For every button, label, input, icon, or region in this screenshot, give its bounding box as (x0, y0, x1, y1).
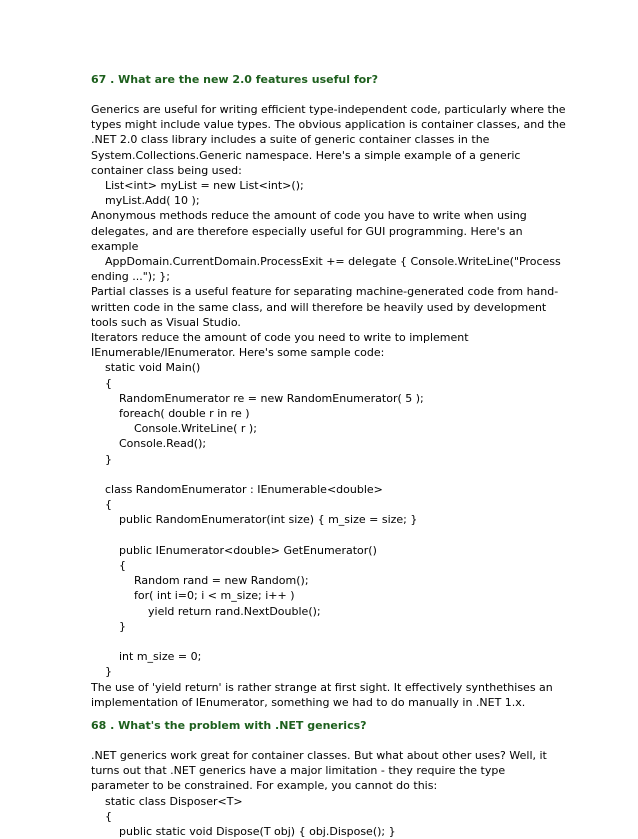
code-line: List<int> myList = new List<int>(); (105, 179, 304, 193)
code-line: foreach( double r in re ) (119, 407, 250, 421)
code-line: } (119, 619, 126, 633)
code-line: public IEnumerator<double> GetEnumerator() (119, 543, 377, 557)
blank-line (91, 467, 561, 482)
code-line: static void Main() (105, 361, 201, 375)
code-line: AppDomain.CurrentDomain.ProcessExit += delegate { Console.WriteLine("Process (105, 255, 561, 269)
blank-line (91, 634, 561, 649)
text-line: example (91, 239, 139, 253)
code-line: class RandomEnumerator : IEnumerable<double> (105, 483, 383, 497)
text-line: tools such as Visual Studio. (91, 315, 241, 329)
code-line: { (105, 498, 112, 512)
text-line: The use of 'yield return' is rather strange at first sight. It effectively synthethises an (91, 680, 553, 694)
code-line: Console.Read(); (119, 437, 207, 451)
code-line: myList.Add( 10 ); (105, 194, 200, 208)
code-line: int m_size = 0; (119, 650, 202, 664)
text-line: Iterators reduce the amount of code you need to write to implement (91, 331, 469, 345)
code-line: static class Disposer<T> (105, 794, 243, 808)
code-line: } (105, 665, 112, 679)
text-line: IEnumerable/IEnumerator. Here's some sample code: (91, 346, 385, 360)
document-page (91, 72, 566, 839)
code-line: { (105, 376, 112, 390)
text-line: Anonymous methods reduce the amount of code you have to write when using (91, 209, 527, 223)
code-line: public static void Dispose(T obj) { obj.Dispose(); } (119, 825, 396, 839)
text-line: .NET 2.0 class library includes a suite of generic container classes in the (91, 133, 490, 147)
code-line: public RandomEnumerator(int size) { m_size = size; } (119, 513, 418, 527)
text-line: .NET generics work great for container classes. But what about other uses? Well, it (91, 749, 547, 763)
code-line: { (105, 809, 112, 823)
text-line: parameter to be constrained. For example, you cannot do this: (91, 779, 438, 793)
code-line: Console.WriteLine( r ); (134, 422, 257, 436)
code-line: RandomEnumerator re = new RandomEnumerator( 5 ); (119, 391, 424, 405)
text-line: System.Collections.Generic namespace. Here's a simple example of a generic (91, 148, 521, 162)
code-line: yield return rand.NextDouble(); (148, 604, 321, 618)
text-line: written code in the same class, and will therefore be heavily used by development (91, 300, 547, 314)
text-line: Partial classes is a useful feature for separating machine-generated code from hand- (91, 285, 559, 299)
text-line: Generics are useful for writing efficient type-independent code, particularly where the (91, 103, 566, 116)
blank-line (91, 528, 561, 543)
text-line: container class being used: (91, 163, 242, 177)
answer-68-body (91, 748, 561, 839)
text-line: implementation of IEnumerator, something we had to do manually in .NET 1.x. (91, 695, 526, 709)
code-line: } (105, 452, 112, 466)
code-line: for( int i=0; i < m_size; i++ ) (134, 589, 295, 603)
question-67-heading: 67 . What are the new 2.0 features useful for? (91, 73, 378, 86)
text-line: turns out that .NET generics have a major limitation - they require the type (91, 764, 506, 778)
answer-67-body (91, 102, 566, 710)
text-line: delegates, and are therefore especially useful for GUI programming. Here's an (91, 224, 523, 238)
code-line: Random rand = new Random(); (134, 574, 309, 588)
text-line: types might include value types. The obvious application is container classes, and the (91, 118, 566, 132)
code-line: ending ..."); }; (91, 270, 170, 284)
code-line: { (119, 559, 126, 573)
question-68-heading: 68 . What's the problem with .NET generics? (91, 719, 367, 733)
